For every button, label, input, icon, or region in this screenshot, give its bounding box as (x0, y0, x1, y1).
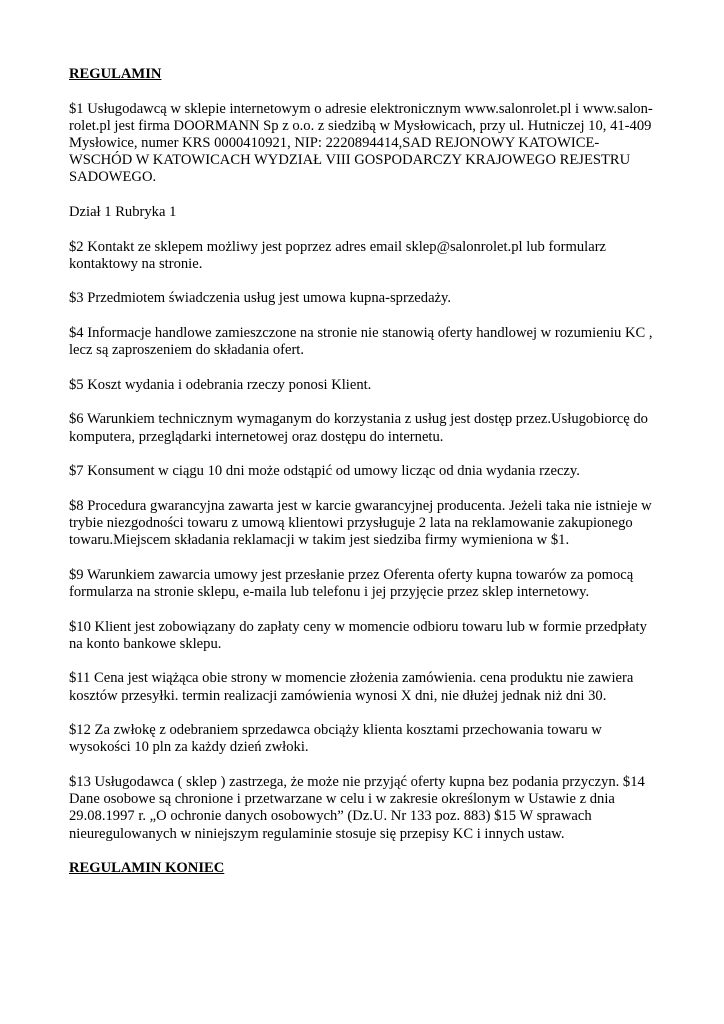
document-title: REGULAMIN (69, 66, 162, 82)
paragraph-s6: $6 Warunkiem technicznym wymaganym do korzystania z usług jest dostęp przez.Usługobiorcę do komputera, przeglądarki internetowej oraz dostępu do internetu. (69, 411, 648, 445)
paragraph-s4: $4 Informacje handlowe zamieszczone na stronie nie stanowią oferty handlowej w rozumieniu KC , lecz są zaproszeniem do składania ofert. (69, 324, 653, 359)
paragraph-s11: $11 Cena jest wiążąca obie strony w momencie złożenia zamówienia. cena produktu nie zawiera kosztów przesyłki. termin realizacji zamówienia wynosi X dni, nie dłużej jednak niż dni 30. (69, 670, 634, 704)
paragraph-s9: $9 Warunkiem zawarcia umowy jest przesłanie przez Oferenta oferty kupna towarów za pomocą formularza na stronie sklepu, e-maila lub telefonu i jej przyjęcie przez sklep internetowy. (69, 566, 634, 600)
document-page (69, 66, 659, 895)
paragraph-s2: $2 Kontakt ze sklepem możliwy jest poprzez adres email sklep@salonrolet.pl lub formularz kontaktowy na stronie. (69, 238, 607, 272)
paragraph-s5: $5 Koszt wydania i odebrania rzeczy ponosi Klient. (69, 376, 372, 393)
document-closing: REGULAMIN KONIEC (69, 860, 225, 877)
paragraph-s8: $8 Procedura gwarancyjna zawarta jest w karcie gwarancyjnej producenta. Jeżeli taka nie istnieje w trybie niezgodności towaru z umową klientowi przysługuje 2 lata na reklamowanie zakupionego towaru.Miejscem składania reklamacji w takim jest siedziba firmy wymieniona w $1. (69, 497, 652, 549)
paragraph-s7: $7 Konsument w ciągu 10 dni może odstąpić od umowy licząc od dnia wydania rzeczy. (69, 463, 580, 480)
paragraph-s12: $12 Za zwłokę z odebraniem sprzedawca obciąży klienta kosztami przechowania towaru w wysokości 10 pln za każdy dzień zwłoki. (69, 722, 602, 756)
paragraph-section-label: Dział 1 Rubryka 1 (69, 204, 177, 220)
paragraph-s10: $10 Klient jest zobowiązany do zapłaty ceny w momencie odbioru towaru lub w formie przedpłaty na konto bankowe sklepu. (69, 618, 647, 652)
paragraph-s3: $3 Przedmiotem świadczenia usług jest umowa kupna-sprzedaży. (69, 290, 452, 307)
paragraph-s1: $1 Usługodawcą w sklepie internetowym o adresie elektronicznym www.salonrolet.pl i www.salon-rolet.pl jest firma DOORMANN Sp z o.o. z siedzibą w Mysłowicach, przy ul. Hutniczej 10, 41-409 Mysłowice, numer KRS 0000410921, NIP: 2220894414,SAD REJONOWY KATOWICE-WSCHÓD W KATOWICACH WYDZIAŁ VIII GOSPODARCZY KRAJOWEGO REJESTRU SADOWEGO. (69, 100, 653, 186)
paragraph-s13-s15: $13 Usługodawca ( sklep ) zastrzega, że może nie przyjąć oferty kupna bez podania przyczyn. $14 Dane osobowe są chronione i przetwarzane w celu i w zakresie określonym w Ustawie z dnia 29.08.1997 r. „O ochronie danych osobowych” (Dz.U. Nr 133 poz. 883) $15 W sprawach nieuregulowanych w niniejszym regulaminie stosuje się przepisy KC i innych ustaw. (69, 773, 645, 842)
